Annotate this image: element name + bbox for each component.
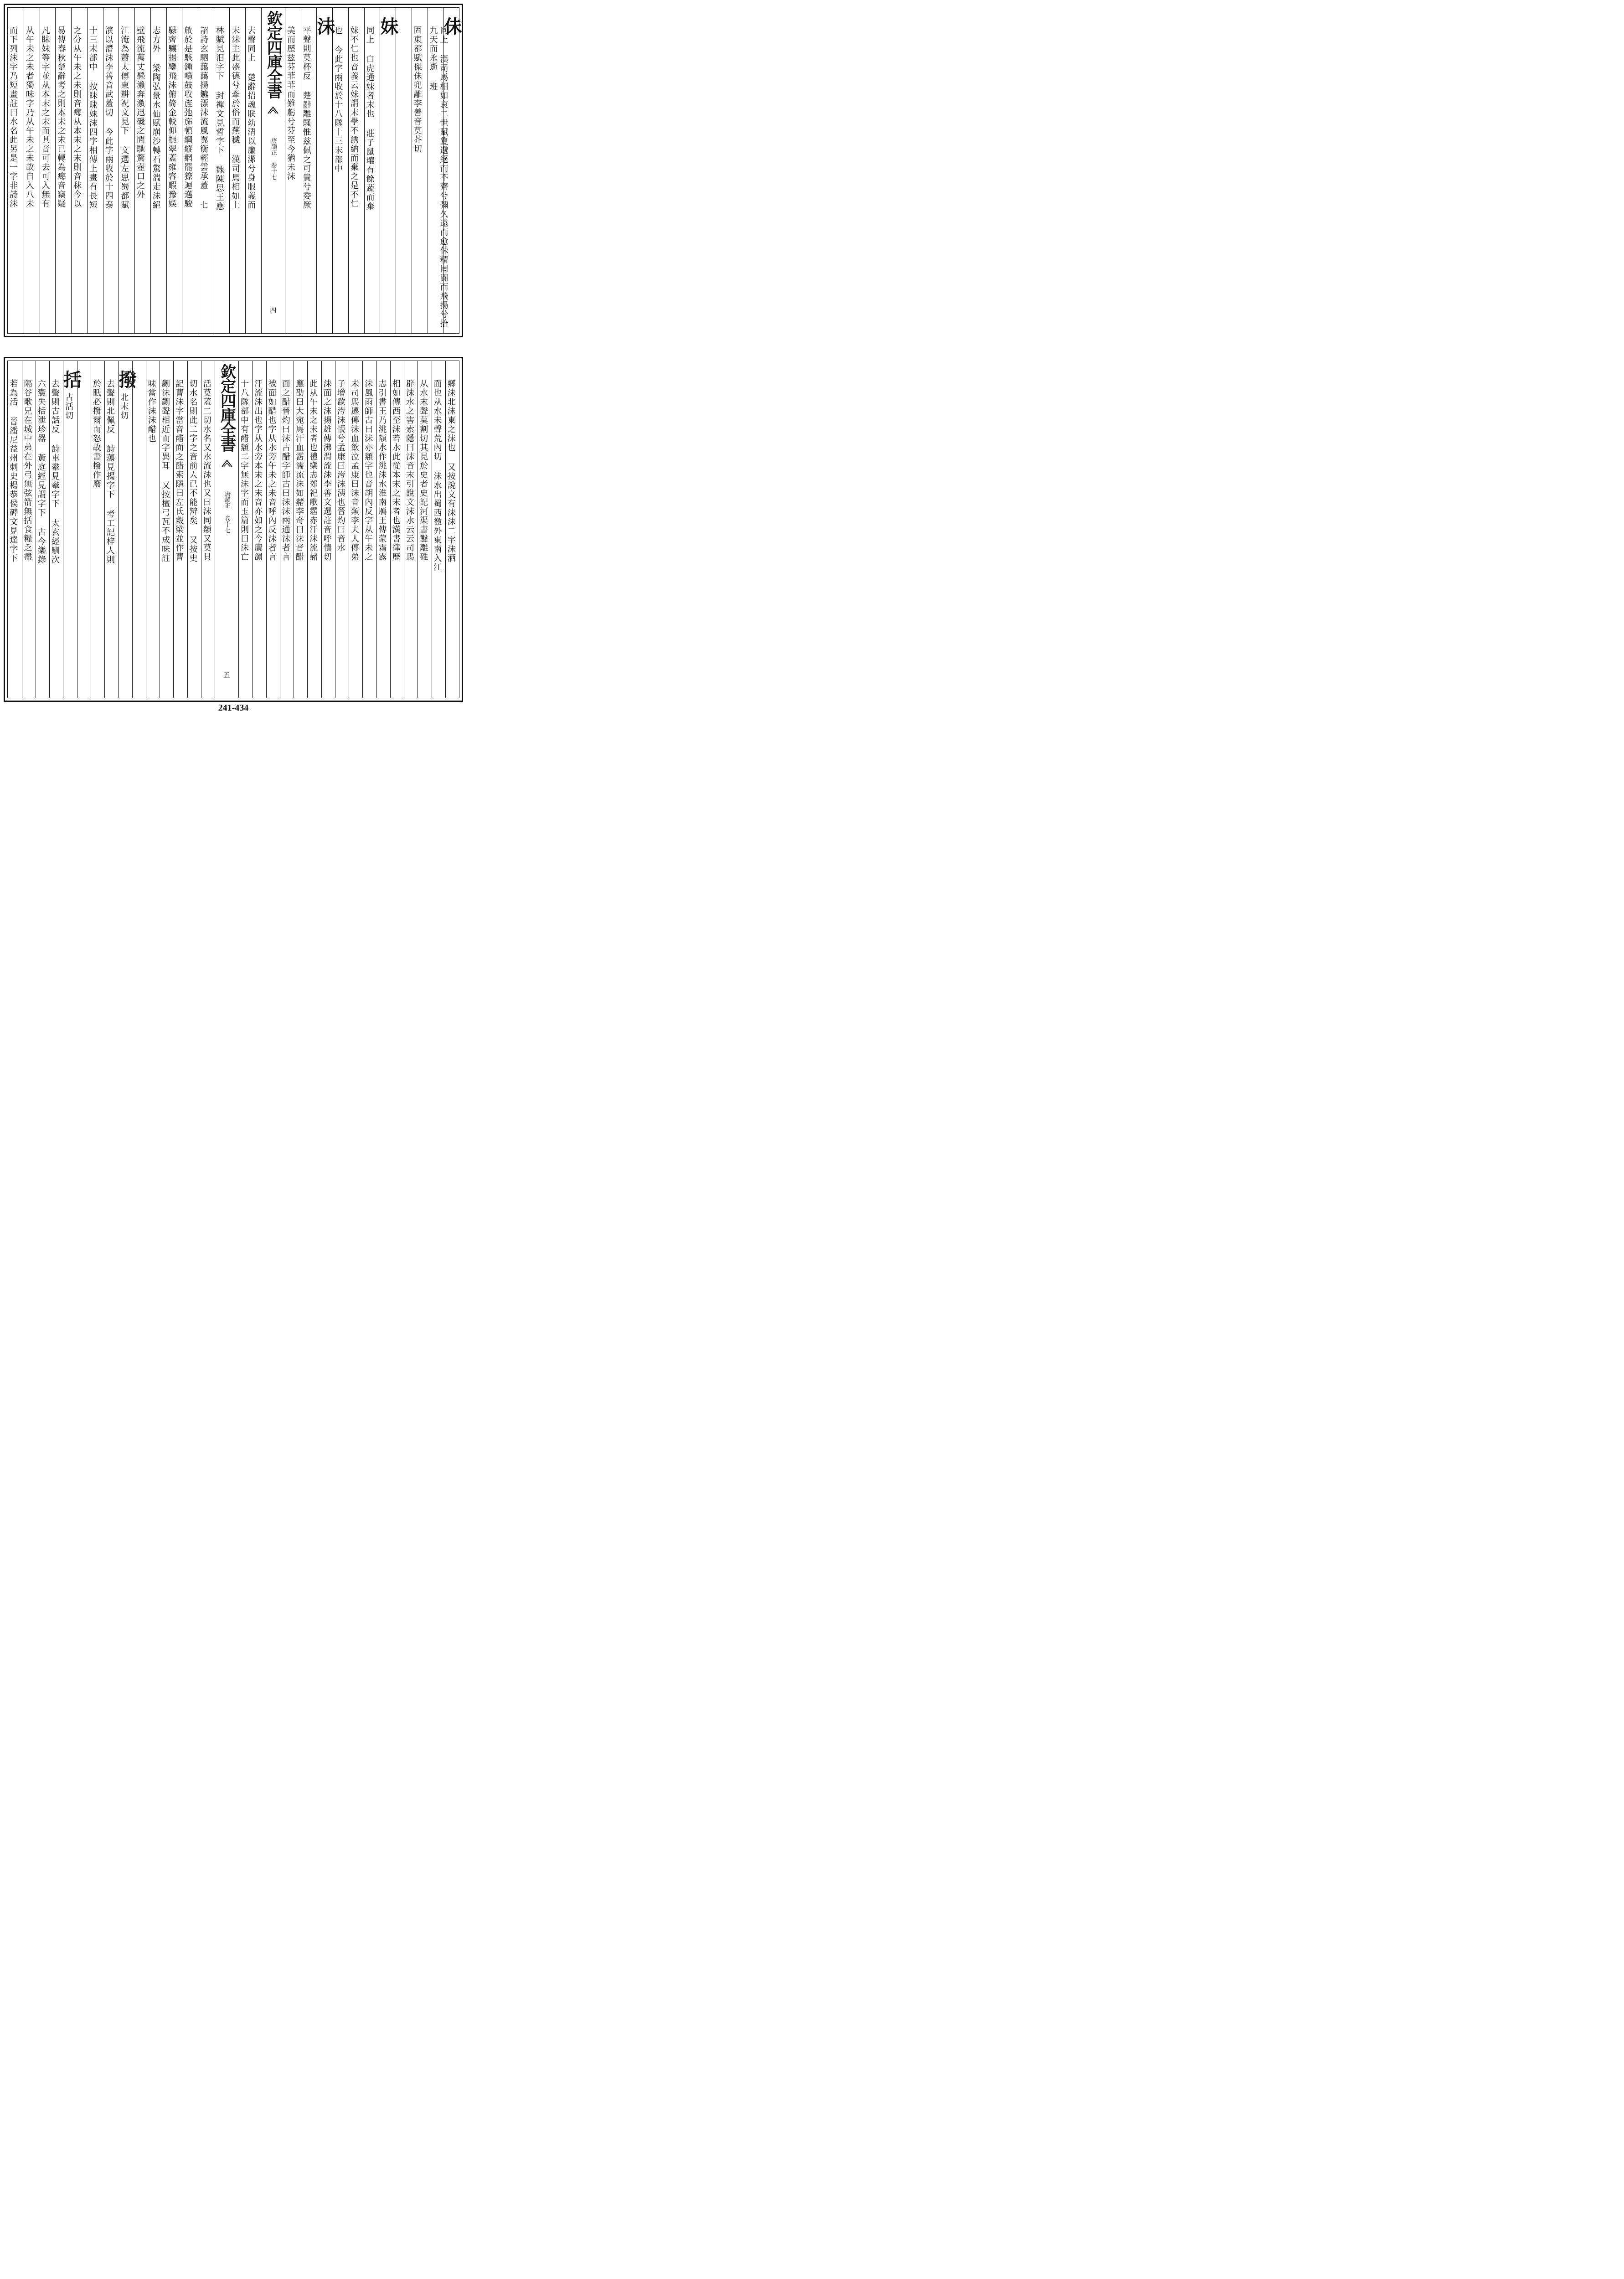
text-column xyxy=(150,8,166,333)
column-text: 去聲則北佩反 詩蕩見揭字下 考工記梓人則 xyxy=(105,379,115,564)
entry-head-character: 撥 xyxy=(119,369,137,391)
entry-head-character: 沬 xyxy=(317,16,335,37)
text-column xyxy=(294,361,307,698)
text-column xyxy=(77,361,91,698)
column-text: 若為活 晉潘尼益州刺史楊恭侯碑文見達字下 xyxy=(8,379,18,563)
text-column xyxy=(22,361,36,698)
leaf-number: 五 xyxy=(223,672,230,679)
column-text: 面也从水未聲荒內切 沬水出蜀西徼外東南入江 xyxy=(432,379,442,572)
column-text: 去聲則古話反 詩車舝見舝字下 太玄經馴次 xyxy=(50,379,60,564)
text-column xyxy=(332,8,348,333)
column-text: 妹不仁也音義云妹謂末學不誘納而棄之是不仁 xyxy=(349,26,359,208)
column-text: 林賦見汨字下 封禪文見晢字下 魏陳思王應 xyxy=(214,26,224,211)
column-text: 凡眛妹等字並从本末之末而其音可去可入無有 xyxy=(40,26,50,208)
text-column xyxy=(8,8,24,333)
column-text: 北末切 xyxy=(119,393,129,420)
column-text: 騄齊驤揚鑾飛沬俯倚金較仰撫翠蓋雍容暇豫娛 xyxy=(167,26,177,208)
column-text: 也 今此字兩收於十八隊十三末部中 xyxy=(333,26,343,173)
column-text: 十三末部中 按眛昧妹沬四字相傳上畫有長短 xyxy=(88,26,98,210)
column-text: 志方外 梁陶弘景水仙賦崩沙轉石驚湍走沬絕 xyxy=(151,26,161,210)
text-column xyxy=(396,8,412,333)
text-column xyxy=(160,361,173,698)
center-fold-column xyxy=(261,8,285,333)
text-column xyxy=(445,361,459,698)
text-column xyxy=(71,8,87,333)
text-column xyxy=(40,8,56,333)
column-text: 六囊失括泄珍器 黃庭經見謂字下 古今樂錄 xyxy=(36,379,46,564)
column-text: 平聲則莫杯反 楚辭離騷惟兹佩之可貴兮委厥 xyxy=(301,26,311,210)
bottom-columns xyxy=(8,361,459,698)
column-text: 被面如醋也字从水旁午未之未音呼內反沬者言 xyxy=(267,379,277,562)
text-column xyxy=(91,361,104,698)
column-text: 同上 漢司馬相如哀二世賦夐邈絕而不齊兮彌久遠而愈佅精罔閬而飛揚兮拾九天而永逝 班 xyxy=(428,26,449,328)
column-text: 鄉沬北沬東之沬也 又按說文有沬沬二字沬洒 xyxy=(446,379,456,563)
column-text: 江淹為蕭太傅東耕祝文見下 文選左思蜀都賦 xyxy=(119,26,129,210)
text-column xyxy=(87,8,103,333)
text-column xyxy=(134,8,150,333)
fishtail-icon xyxy=(222,459,232,467)
text-column xyxy=(348,8,364,333)
text-column xyxy=(252,361,266,698)
column-text: 汗流沬出也字从水旁本末之末音亦如之今廣韻 xyxy=(253,379,263,562)
book-title: 欽定四庫全書 xyxy=(264,10,283,98)
column-text: 十八隊部中有醋頮二字無沬字而玉篇則曰沬亡 xyxy=(239,379,249,562)
text-column xyxy=(8,361,21,698)
top-page xyxy=(4,4,463,337)
column-text: 味當作沬沬醋也 xyxy=(146,379,156,443)
text-column xyxy=(49,361,63,698)
column-text: 詔詩玄駟藹藹揚鑣漂沬流風翼衡輕雲承蓋 七 xyxy=(198,26,208,210)
text-column xyxy=(201,361,215,698)
column-text: 沬面之沬揚雄傳沸渭流沬李善文選註音呼憒切 xyxy=(322,379,332,562)
column-text: 子增欷洿沬悵兮孟康曰洿沬洟也晉灼曰音水 xyxy=(335,379,345,552)
column-text: 辟沬水之害索隱曰沬音末引說文沬水云云司馬 xyxy=(405,379,414,562)
text-column xyxy=(187,361,201,698)
volume-label: 唐韻正 卷十七 xyxy=(269,138,277,180)
column-text: 而下列沬字乃短畫註曰水名此另是一字非詩沬 xyxy=(8,26,18,208)
text-column xyxy=(380,8,399,333)
text-column xyxy=(132,361,146,698)
book-title: 欽定四庫全書 xyxy=(217,364,236,451)
text-column xyxy=(63,361,82,698)
column-text: 美而歷兹芬菲菲而難虧兮芬至今猶未沬 xyxy=(285,26,295,181)
volume-label: 唐韻正 卷十七 xyxy=(223,491,230,533)
text-column xyxy=(103,8,119,333)
text-column xyxy=(118,361,137,698)
column-text: 未沬主此盛德兮牽於俗而蕪穢 漢司馬相如上 xyxy=(230,26,240,210)
column-text: 沬風雨師古曰沬亦頮字也音胡內反字从午未之 xyxy=(363,379,373,562)
text-column xyxy=(146,361,160,698)
fishtail-icon xyxy=(268,106,278,114)
text-column xyxy=(166,8,182,333)
text-column xyxy=(104,361,118,698)
text-column xyxy=(428,8,449,333)
column-text: 演以潛沬李善音武蓋切 今此字兩收於十四泰 xyxy=(103,26,113,210)
text-column xyxy=(418,361,431,698)
text-column xyxy=(432,361,445,698)
column-text: 从午未之未者獨味字乃从午未之未故自入八未 xyxy=(24,26,34,208)
text-column xyxy=(301,8,317,333)
bottom-page xyxy=(4,357,463,702)
top-columns xyxy=(8,8,462,333)
text-column xyxy=(349,361,362,698)
text-column xyxy=(119,8,134,333)
column-text: 此从午未之未者也禮樂志郊祀歌霑赤汗沬流赭 xyxy=(308,379,318,562)
column-text: 之分从午未之未則音痗从本末之末則音秣今以 xyxy=(72,26,82,208)
entry-head-character: 佅 xyxy=(443,16,462,37)
text-column xyxy=(36,361,49,698)
column-text: 未司馬遷傳沬血飲泣孟康曰沬音類李夫人傳弟 xyxy=(350,379,359,562)
entry-head-character: 妹 xyxy=(380,16,399,37)
text-column xyxy=(285,8,301,333)
column-text: 應劭曰大宛馬汗血霑濡流沬如赭李奇曰沬音醋 xyxy=(294,379,304,562)
text-column xyxy=(55,8,71,333)
text-column xyxy=(24,8,40,333)
column-text: 相如傳西至沬若水此從本末之末者也漢書律歷 xyxy=(391,379,401,562)
column-text: 固東都賦傑佅兜離李善音莫芥切 xyxy=(412,26,422,154)
text-column xyxy=(316,8,335,333)
column-text: 同上 白虎通妹者末也 莊子鼠壤有餘蔬而棄 xyxy=(365,26,375,211)
column-text: 劌沬劌聲相近而字異耳 又按檀弓瓦不成味註 xyxy=(160,379,170,563)
column-text: 壁飛流萬丈懸瀨奔激迅磯之間馳騖壺口之外 xyxy=(135,26,145,199)
text-column xyxy=(364,8,380,333)
text-column xyxy=(321,361,335,698)
text-column xyxy=(307,361,321,698)
text-column xyxy=(173,361,187,698)
text-column xyxy=(229,8,245,333)
column-text: 去聲同上 楚辭招魂朕幼清以廉潔兮身服義而 xyxy=(246,26,256,210)
column-text: 切水名則此二字之音前人已不能辨矣 又按史 xyxy=(188,379,198,563)
column-text: 古活切 xyxy=(64,393,74,420)
column-text: 隔谷歌兄在城中弟在外弓無弦箭無括食糧乏盡 xyxy=(22,379,32,562)
entry-head-character: 括 xyxy=(63,369,82,391)
text-column xyxy=(335,361,349,698)
text-column xyxy=(412,8,428,333)
column-text: 記曹沬字當音醋面之醋索隱曰左氏穀梁並作曹 xyxy=(174,379,184,562)
text-column xyxy=(214,8,230,333)
text-column xyxy=(390,361,404,698)
text-column xyxy=(280,361,294,698)
text-column xyxy=(404,361,418,698)
text-column xyxy=(266,361,280,698)
column-text: 从水末聲莫割切其見於史者史記河渠書鑿離碓 xyxy=(418,379,428,562)
column-text: 於眂必撥爾而怒故書撥作廢 xyxy=(91,379,101,489)
column-text: 面之醋晉灼曰沬古醋字師古曰沬沬兩通沬者言 xyxy=(280,379,290,562)
column-text: 活莫蓋二切水名又水流沬也又曰沬同頮又莫貝 xyxy=(201,379,211,562)
leaf-number: 四 xyxy=(270,307,277,315)
text-column xyxy=(376,361,390,698)
page-footer-label: 241-434 xyxy=(218,703,249,713)
text-column xyxy=(362,361,376,698)
column-text: 志引書王乃洮頮水作洮沬水淮南鴈王傳蒙霜露 xyxy=(377,379,387,562)
center-fold-column xyxy=(215,361,238,698)
text-column xyxy=(182,8,198,333)
text-column xyxy=(245,8,261,333)
text-column xyxy=(238,361,252,698)
text-column xyxy=(198,8,214,333)
column-text: 易傳春秋楚辭考之則本末之末已轉為痗音竊疑 xyxy=(56,26,66,208)
column-text: 啟於是駭鍾鳴鼓收旌弛旆頓綱縱網罷獠迴邁駿 xyxy=(183,26,193,208)
